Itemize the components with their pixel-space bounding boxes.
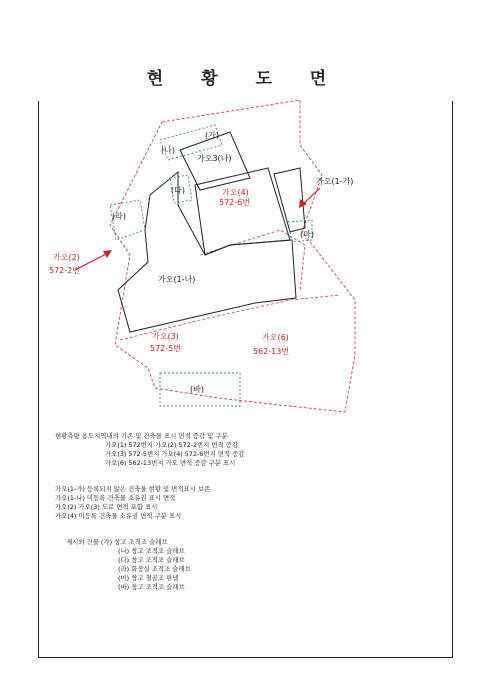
- marker-label: (가): [205, 131, 219, 140]
- building-main: [118, 172, 296, 332]
- marker-label: (다): [171, 186, 185, 195]
- parcel-lot: 572-2번: [49, 266, 80, 275]
- notes-block-3: [66, 538, 191, 592]
- marker-label: (나): [161, 146, 175, 155]
- parcel-label: 가오(4): [222, 188, 249, 197]
- parcel-label: 가오(3): [152, 332, 179, 341]
- note-line: 가오(2) 가오(3) 도로 면적 포함 표시: [55, 503, 158, 511]
- arrow-left-head: [103, 250, 112, 258]
- marker-label: (마): [300, 230, 314, 239]
- notes-block-1: [55, 432, 244, 468]
- note-line: (나) 창고 조적조 슬래브: [118, 547, 185, 555]
- note-line: 가오(1) 572번지 가오(2) 572-2번지 면적 증감: [105, 441, 239, 449]
- parcel-lot: 572-5번: [150, 344, 181, 353]
- note-line: (마) 창고 철골조 판넬: [118, 574, 179, 582]
- parcel-label: 가오(1-나): [158, 275, 196, 284]
- parcel-label: 가오(6): [262, 333, 289, 342]
- note-line: 가오(1-가) 등록되지 않은 건축물 현황 및 면적표시 보존: [55, 485, 211, 493]
- note-line: 가오(1-나) 미등록 건축물 소유권 표시 면적: [55, 494, 176, 502]
- site-boundary: [110, 100, 355, 412]
- marker-label: (바): [190, 385, 204, 394]
- parcel-lot: 572-6번: [219, 198, 250, 207]
- note-line: (바) 창고 조적조 슬래브: [118, 583, 185, 591]
- note-line: (다) 창고 조적조 슬래브: [118, 556, 185, 564]
- parcel-label: 가오3(나): [197, 154, 232, 163]
- note-line: 제시외 건물 (가) 창고 조적조 슬래브: [66, 538, 168, 546]
- note-line: 가오(6) 562-13번지 가오 면적 증감 구분 표시: [105, 459, 236, 467]
- note-line: (라) 화장실 조적조 슬래브: [118, 565, 191, 573]
- marker-label: (라): [112, 212, 126, 221]
- parcel-line: [200, 230, 305, 292]
- parcel-label: 가오(1-가): [316, 177, 354, 186]
- parcel-lot: 562-13번: [253, 347, 290, 356]
- note-line: 현황측량 용도지역내의 기존 및 건축물 표시 면적 증감 및 구분: [55, 432, 228, 440]
- note-line: 가오(4) 미등록 건축물 소유권 면적 구분 표시: [55, 512, 182, 520]
- arrow-left: [75, 252, 110, 270]
- note-line: 가오(3) 572-5번지 가오(4) 572-6번지 면적 증감: [105, 450, 245, 458]
- notes-block-2: [55, 485, 210, 521]
- parcel-label: 가오(2): [53, 253, 80, 262]
- page-title: 현 황 도 면: [146, 69, 343, 89]
